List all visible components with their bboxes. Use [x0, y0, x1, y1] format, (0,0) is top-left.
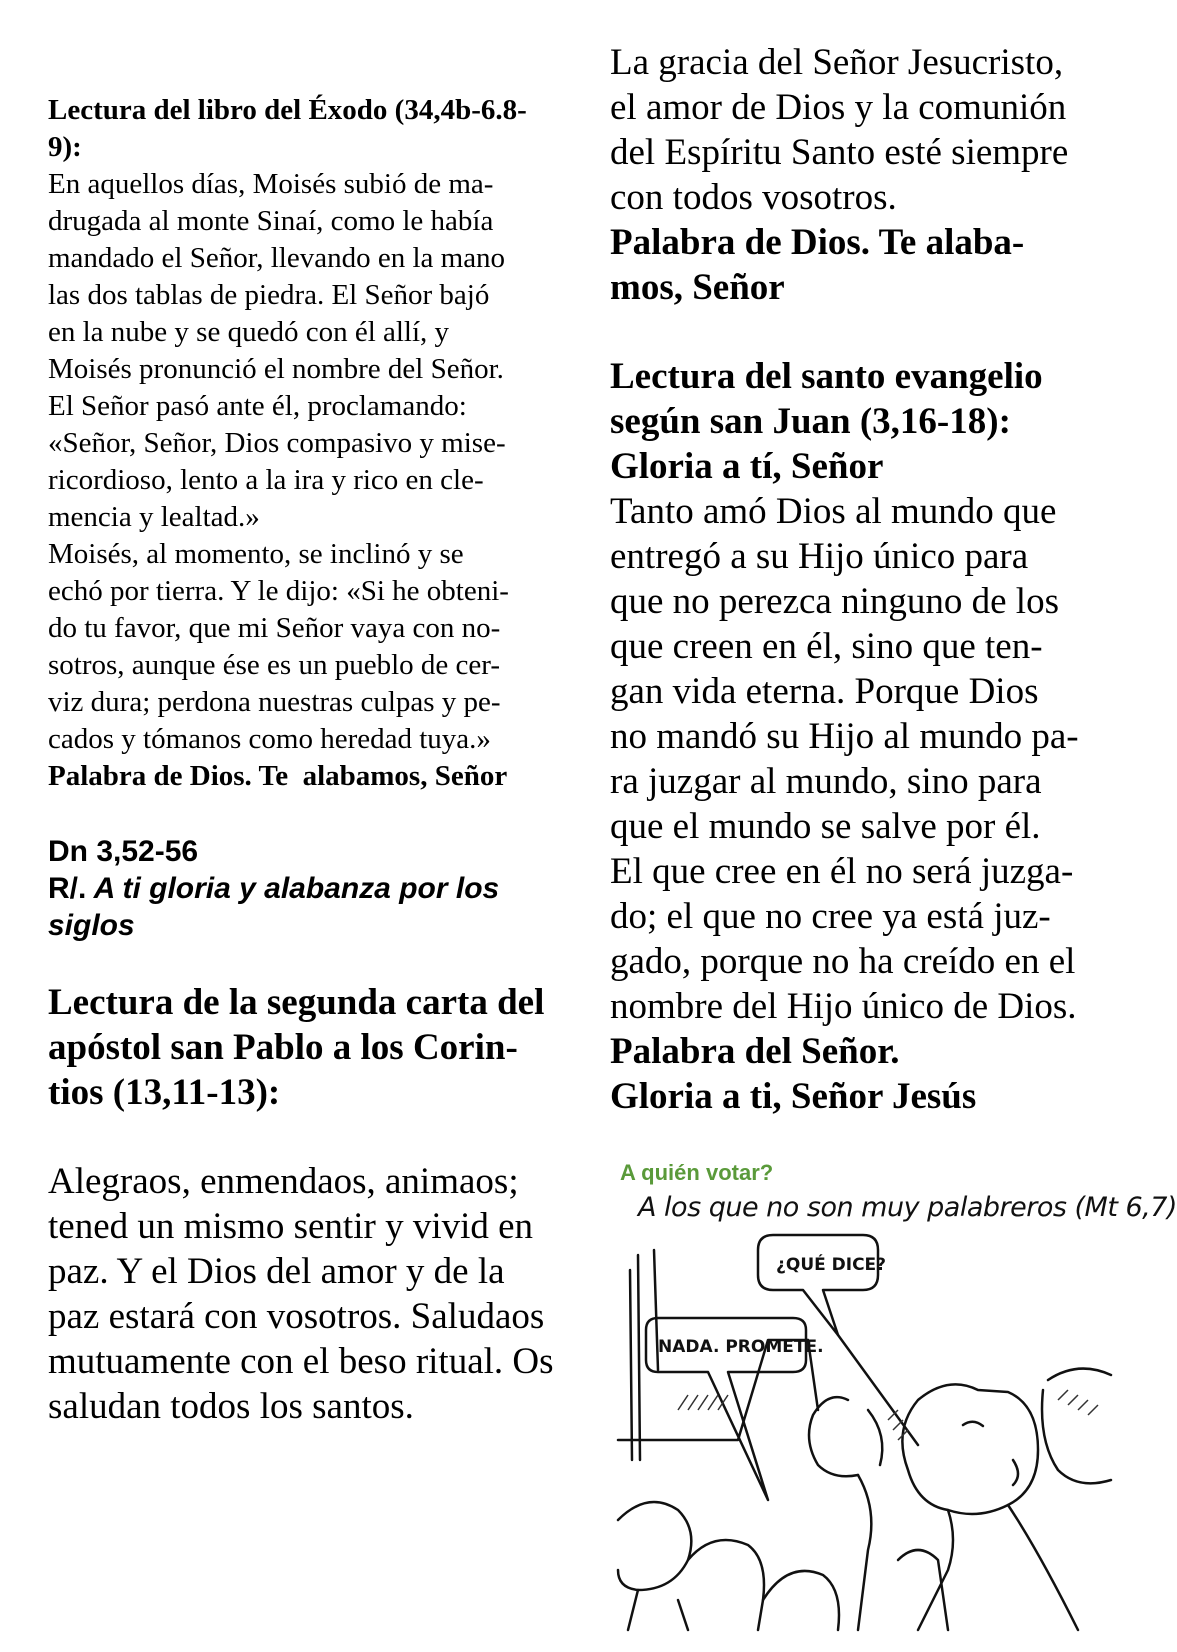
text-line: no mandó su Hijo al mundo pa- — [610, 716, 1079, 757]
reading1-title-text: Lectura del libro del Éxodo (34,4b-6.8-9): — [48, 94, 527, 163]
text-line: el amor de Dios y la comunión — [610, 87, 1067, 128]
text-line: ra juzgar al mundo, sino para — [610, 761, 1042, 802]
text-line: La gracia del Señor Jesucristo, — [610, 42, 1064, 83]
text-line: Gloria a ti, Señor Jesús — [610, 1076, 977, 1117]
left-column — [48, 92, 588, 1429]
text-line: tened un mismo sentir y vivid en — [48, 1206, 534, 1247]
text-line: con todos vosotros. — [610, 177, 897, 218]
text-line: drugada al monte Sinaí, como le había — [48, 205, 494, 237]
text-line: Palabra del Señor. — [610, 1031, 900, 1072]
figure-head — [902, 1384, 1038, 1514]
reading1-closing: Palabra de Dios. Te alabamos, Señor — [48, 760, 508, 792]
crowd-head — [763, 1571, 839, 1630]
psalm-response-text: A ti gloria y alabanza por los — [86, 872, 500, 905]
text-line: En aquellos días, Moisés subió de ma- — [48, 168, 494, 200]
spacer — [48, 944, 588, 980]
figure-head-right — [1048, 1369, 1111, 1380]
text-line: saludan todos los santos. — [48, 1386, 414, 1427]
text-line: Alegraos, enmendaos, animaos; — [48, 1161, 519, 1202]
bubble-answer-text: NADA. PROMETE. — [658, 1337, 824, 1357]
bubble-question-text: ¿QUÉ DICE? — [776, 1255, 887, 1275]
text-line: las dos tablas de piedra. El Señor bajó — [48, 279, 490, 311]
text-line: mutuamente con el beso ritual. Os — [48, 1341, 554, 1382]
gospel-closing — [610, 1029, 1130, 1119]
cartoon-illustration — [618, 1160, 1177, 1630]
figure-head-middle — [809, 1397, 858, 1476]
title-line: tios (13,11-13): — [48, 1072, 281, 1113]
text-line: sotros, aunque ése es un pueblo de cer- — [48, 649, 500, 681]
text-line: gado, porque no ha creído en el — [610, 941, 1076, 982]
text-line: mos, Señor — [610, 267, 785, 308]
text-line: do; el que no cree ya está juz- — [610, 896, 1051, 937]
text-line: do tu favor, que mi Señor vaya con no- — [48, 612, 501, 644]
pillar-line — [630, 1270, 632, 1460]
figure-eye — [963, 1422, 983, 1426]
psalm-response — [48, 870, 588, 907]
reading2-closing — [610, 220, 1130, 310]
text-line: mandado el Señor, llevando en la mano — [48, 242, 506, 274]
figure-head-middle — [868, 1410, 882, 1465]
title-line: Gloria a tí, Señor — [610, 446, 884, 487]
reading2-title — [48, 980, 588, 1115]
text-line: El que cree en él no será juzga- — [610, 851, 1074, 892]
gospel-title — [610, 354, 1130, 489]
text-line: Moisés pronunció el nombre del Señor. — [48, 353, 504, 385]
pillar-line — [638, 1255, 640, 1460]
spacer — [48, 1115, 588, 1159]
text-line: que no perezca ninguno de los — [610, 581, 1059, 622]
cartoon-caption-title: A quién votar? — [620, 1160, 774, 1185]
text-line: Moisés, al momento, se inclinó y se — [48, 538, 464, 570]
text-line: mencia y lealtad.» — [48, 501, 260, 533]
text-line: Palabra de Dios. Te alaba- — [610, 222, 1025, 263]
figure-head-right — [1042, 1390, 1111, 1483]
cartoon-caption-quote: A los que no son muy palabreros (Mt 6,7) — [638, 1192, 1177, 1223]
reading2-body-continued — [610, 40, 1130, 220]
text-line: echó por tierra. Y le dijo: «Si he obteni- — [48, 575, 509, 607]
text-line: que creen en él, sino que ten- — [610, 626, 1043, 667]
crowd-head — [618, 1502, 691, 1590]
title-line: Lectura del santo evangelio — [610, 356, 1043, 397]
text-line: gan vida eterna. Porque Dios — [610, 671, 1039, 712]
figure-body-middle — [858, 1475, 871, 1630]
text-line: ricordioso, lento a la ira y rico en cle- — [48, 464, 484, 496]
text-line: entregó a su Hijo único para — [610, 536, 1029, 577]
text-line: viz dura; perdona nuestras culpas y pe- — [48, 686, 501, 718]
spacer — [48, 795, 588, 833]
crowd-head — [688, 1540, 764, 1630]
right-column — [610, 40, 1130, 1119]
text-line: que el mundo se salve por él. — [610, 806, 1041, 847]
text-line: nombre del Hijo único de Dios. — [610, 986, 1077, 1027]
text-line: paz. Y el Dios del amor y de la — [48, 1251, 505, 1292]
figure-neck — [918, 1510, 953, 1630]
reading1-body — [48, 166, 588, 758]
speech-bubble-question — [758, 1235, 878, 1335]
crowd-body — [628, 1590, 638, 1630]
text-line: Tanto amó Dios al mundo que — [610, 491, 1057, 532]
text-line: «Señor, Señor, Dios compasivo y mise- — [48, 427, 506, 459]
psalm-response-prefix: R/. — [48, 872, 87, 905]
figure-ear — [1013, 1460, 1018, 1485]
text-line: en la nube y se quedó con él allí, y — [48, 316, 450, 348]
title-line: Lectura de la segunda carta del — [48, 982, 545, 1023]
gospel-body — [610, 489, 1130, 1029]
reading2-body — [48, 1159, 588, 1429]
text-line: paz estará con vosotros. Saludaos — [48, 1296, 545, 1337]
text-line: El Señor pasó ante él, proclamando: — [48, 390, 467, 422]
title-line: apóstol san Pablo a los Corin- — [48, 1027, 518, 1068]
text-line: del Espíritu Santo esté siempre — [610, 132, 1069, 173]
crowd-body — [678, 1600, 688, 1630]
psalm-reference: Dn 3,52-56 — [48, 835, 199, 868]
title-line: según san Juan (3,16-18): — [610, 401, 1011, 442]
psalm-response-text-cont: siglos — [48, 909, 135, 942]
text-line: cados y tómanos como heredad tuya.» — [48, 723, 491, 755]
reading1-title — [48, 92, 548, 166]
cartoon-drawing — [618, 1160, 1111, 1630]
figure-shoulder — [1008, 1505, 1078, 1630]
spacer — [610, 310, 1130, 354]
